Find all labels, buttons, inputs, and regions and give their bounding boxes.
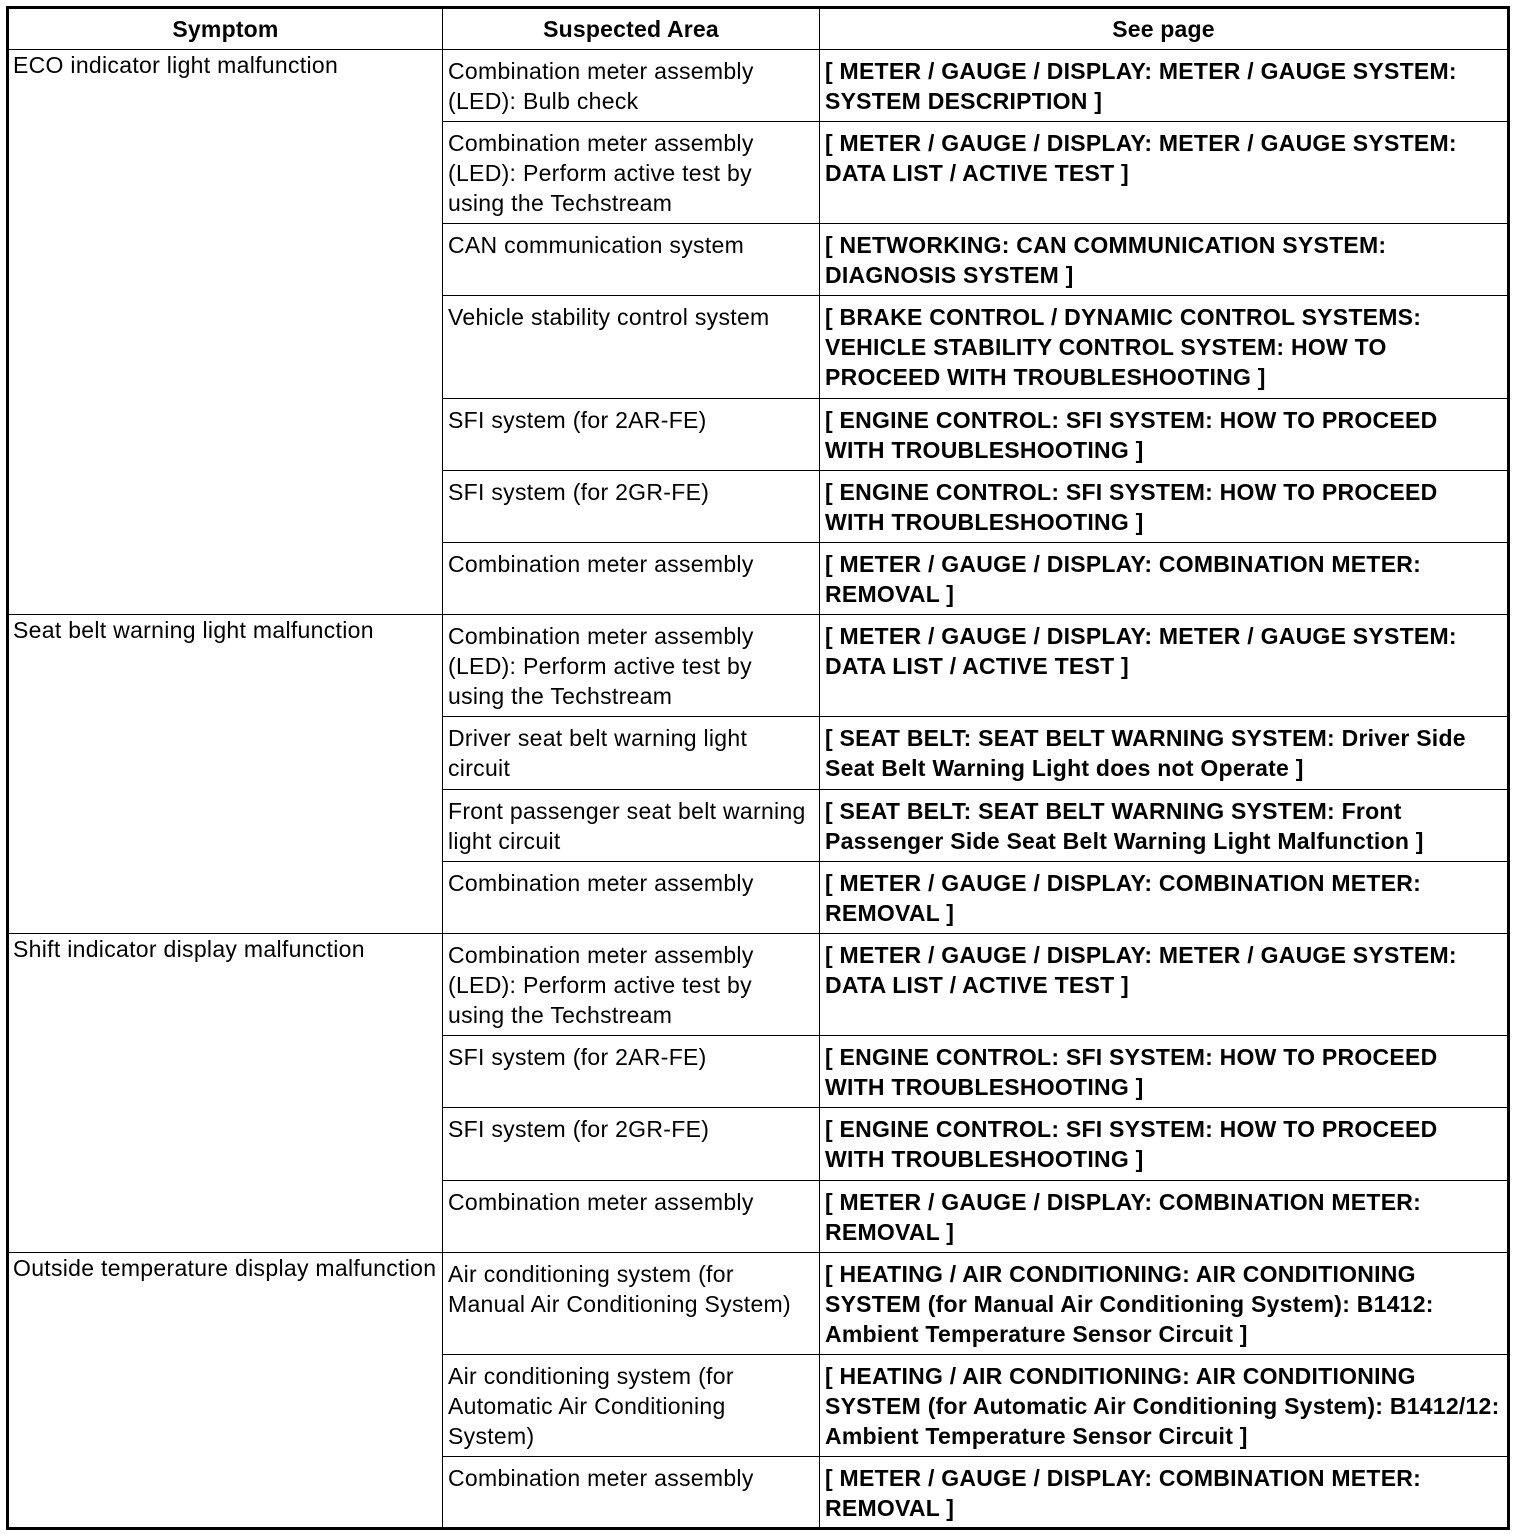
see-page-link[interactable]: [ METER / GAUGE / DISPLAY: METER / GAUGE SYSTEM: DATA LIST / ACTIVE TEST ] — [820, 122, 1509, 224]
suspected-area-cell: Combination meter assembly — [443, 1457, 820, 1529]
header-suspected-area: Suspected Area — [443, 8, 820, 50]
suspected-area-cell: SFI system (for 2AR-FE) — [443, 1036, 820, 1108]
problem-symptoms-table — [6, 6, 1510, 1530]
symptom-cell: Outside temperature display malfunction — [8, 1253, 443, 1529]
suspected-area-cell: Front passenger seat belt warning light circuit — [443, 790, 820, 862]
suspected-area-cell: SFI system (for 2AR-FE) — [443, 399, 820, 471]
suspected-area-cell: SFI system (for 2GR-FE) — [443, 471, 820, 543]
see-page-link[interactable]: [ ENGINE CONTROL: SFI SYSTEM: HOW TO PROCEED WITH TROUBLESHOOTING ] — [820, 1036, 1509, 1108]
see-page-link[interactable]: [ METER / GAUGE / DISPLAY: COMBINATION METER: REMOVAL ] — [820, 1181, 1509, 1253]
suspected-area-cell: Combination meter assembly (LED): Perform active test by using the Techstream — [443, 615, 820, 717]
header-symptom: Symptom — [8, 8, 443, 50]
suspected-area-cell: Air conditioning system (for Manual Air Conditioning System) — [443, 1253, 820, 1355]
suspected-area-cell: Combination meter assembly (LED): Bulb check — [443, 50, 820, 122]
suspected-area-cell: CAN communication system — [443, 224, 820, 296]
suspected-area-cell: Combination meter assembly — [443, 543, 820, 615]
suspected-area-cell: Driver seat belt warning light circuit — [443, 717, 820, 790]
table-row — [8, 934, 1509, 1036]
see-page-link[interactable]: [ HEATING / AIR CONDITIONING: AIR CONDITIONING SYSTEM (for Manual Air Conditioning System): B1412: Ambient Temperature Sensor Circuit ] — [820, 1253, 1509, 1355]
symptom-cell: ECO indicator light malfunction — [8, 50, 443, 615]
see-page-link[interactable]: [ METER / GAUGE / DISPLAY: METER / GAUGE SYSTEM: DATA LIST / ACTIVE TEST ] — [820, 934, 1509, 1036]
suspected-area-cell: SFI system (for 2GR-FE) — [443, 1108, 820, 1181]
table-row — [8, 615, 1509, 717]
see-page-link[interactable]: [ METER / GAUGE / DISPLAY: METER / GAUGE SYSTEM: DATA LIST / ACTIVE TEST ] — [820, 615, 1509, 717]
suspected-area-cell: Air conditioning system (for Automatic Air Conditioning System) — [443, 1355, 820, 1457]
see-page-link[interactable]: [ METER / GAUGE / DISPLAY: COMBINATION METER: REMOVAL ] — [820, 862, 1509, 934]
see-page-link[interactable]: [ HEATING / AIR CONDITIONING: AIR CONDITIONING SYSTEM (for Automatic Air Conditioning System): B1412/12: Ambient Temperature Sensor Circuit ] — [820, 1355, 1509, 1457]
symptom-cell: Shift indicator display malfunction — [8, 934, 443, 1253]
see-page-link[interactable]: [ ENGINE CONTROL: SFI SYSTEM: HOW TO PROCEED WITH TROUBLESHOOTING ] — [820, 399, 1509, 471]
table-row — [8, 50, 1509, 122]
header-see-page: See page — [820, 8, 1509, 50]
see-page-link[interactable]: [ ENGINE CONTROL: SFI SYSTEM: HOW TO PROCEED WITH TROUBLESHOOTING ] — [820, 1108, 1509, 1181]
see-page-link[interactable]: [ METER / GAUGE / DISPLAY: COMBINATION METER: REMOVAL ] — [820, 1457, 1509, 1529]
suspected-area-cell: Vehicle stability control system — [443, 296, 820, 399]
see-page-link[interactable]: [ BRAKE CONTROL / DYNAMIC CONTROL SYSTEMS: VEHICLE STABILITY CONTROL SYSTEM: HOW TO PROCEED WITH TROUBLESHOOTING ] — [820, 296, 1509, 399]
suspected-area-cell: Combination meter assembly (LED): Perform active test by using the Techstream — [443, 934, 820, 1036]
see-page-link[interactable]: [ METER / GAUGE / DISPLAY: METER / GAUGE SYSTEM: SYSTEM DESCRIPTION ] — [820, 50, 1509, 122]
see-page-link[interactable]: [ NETWORKING: CAN COMMUNICATION SYSTEM: DIAGNOSIS SYSTEM ] — [820, 224, 1509, 296]
table-header-row — [8, 8, 1509, 50]
suspected-area-cell: Combination meter assembly — [443, 1181, 820, 1253]
symptom-cell: Seat belt warning light malfunction — [8, 615, 443, 934]
see-page-link[interactable]: [ METER / GAUGE / DISPLAY: COMBINATION METER: REMOVAL ] — [820, 543, 1509, 615]
see-page-link[interactable]: [ SEAT BELT: SEAT BELT WARNING SYSTEM: Front Passenger Side Seat Belt Warning Light Malfunction ] — [820, 790, 1509, 862]
see-page-link[interactable]: [ SEAT BELT: SEAT BELT WARNING SYSTEM: Driver Side Seat Belt Warning Light does not Operate ] — [820, 717, 1509, 790]
suspected-area-cell: Combination meter assembly (LED): Perform active test by using the Techstream — [443, 122, 820, 224]
suspected-area-cell: Combination meter assembly — [443, 862, 820, 934]
see-page-link[interactable]: [ ENGINE CONTROL: SFI SYSTEM: HOW TO PROCEED WITH TROUBLESHOOTING ] — [820, 471, 1509, 543]
table-row — [8, 1253, 1509, 1355]
table-body — [8, 50, 1509, 1529]
